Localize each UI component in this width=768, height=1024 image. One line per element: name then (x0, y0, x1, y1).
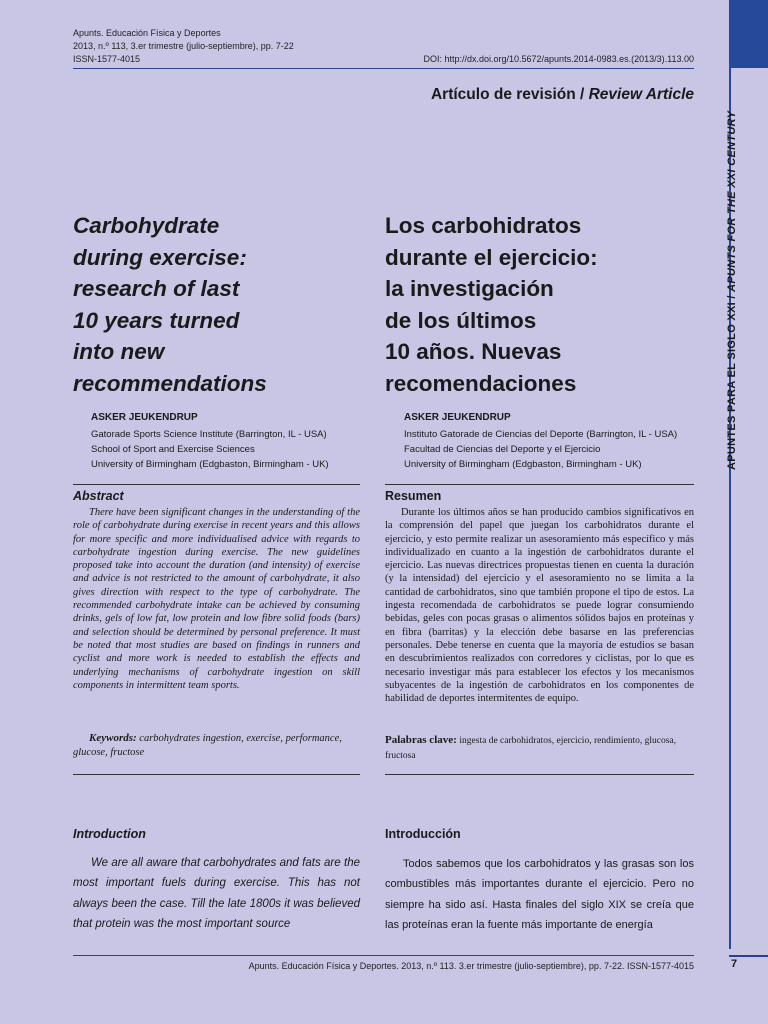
affiliation-line: University of Birmingham (Edgbaston, Birmingham - UK) (404, 459, 642, 470)
side-label-es: APUNTES PARA EL SIGLO XXI / (726, 291, 738, 470)
affiliation-line: Instituto Gatorade de Ciencias del Deporte (Barrington, IL - USA) (404, 429, 678, 440)
abstract-top-rule (73, 484, 360, 485)
article-type (388, 86, 694, 104)
affiliation-line: University of Birmingham (Edgbaston, Birmingham - UK) (91, 459, 329, 470)
intro-heading-en: Introduction (73, 827, 146, 841)
side-section-label (726, 70, 738, 470)
issn: ISSN-1577-4015 (73, 54, 141, 64)
resumen-heading: Resumen (385, 489, 442, 503)
title-english: Carbohydrate during exercise: research of last 10 years turned into new recommendations (73, 213, 267, 396)
corner-tab (729, 0, 768, 68)
abstract-text: There have been significant changes in the understanding of the role of carbohydrate during exercise in recent years and this allows for more specific and more individualised advice with regards to carbohydrate ingestion during exercise. The new guidelines proposed take into account the duration (and intensity) of exercise and advice is not restricted to the amount of carbohydrate, it also gives direction with respect to the type of carbohydrate. The recommended carbohydrate intake can be achieved by consuming drinks, gels of low fat, low protein and low fibre solid foods (bars) and selection should be determined by personal preference. It must be noted that most studies are based on findings in runners and cyclist and more work is needed to establish the effects and underlying mechanisms of carbohydrate ingestion on skill components in intermittent team sports. (73, 507, 360, 691)
affiliations-es (404, 427, 677, 472)
keywords-en (73, 732, 360, 759)
keywords-list: carbohydrates ingestion, exercise, performance, glucose, fructose (73, 733, 342, 758)
footer-rule (73, 955, 694, 956)
intro-text-es: Todos sabemos que los carbohidratos y las grasas son los combustibles más importantes durante el ejercicio. Pero no siempre ha sido así. Hasta finales del siglo XIX se creía que las proteínas eran la fuente más importante de energía (385, 858, 694, 931)
intro-heading-es: Introducción (385, 827, 461, 841)
side-label-en: APUNTS FOR THE XXI CENTURY (726, 110, 738, 292)
article-type-en: Review Article (588, 86, 694, 103)
affiliation-line: School of Sport and Exercise Sciences (91, 444, 255, 455)
resumen-top-rule (385, 484, 694, 485)
keywords-label: Keywords: (89, 732, 137, 744)
abstract-heading: Abstract (73, 489, 124, 503)
affiliation-line: Facultad de Ciencias del Deporte y el Ejercicio (404, 444, 601, 455)
page-number: 7 (731, 958, 738, 970)
abstract-bottom-rule (73, 774, 360, 775)
affiliation-line: Gatorade Sports Science Institute (Barrington, IL - USA) (91, 429, 327, 440)
intro-text-en: We are all aware that carbohydrates and fats are the most important fuels during exercise. This has not always been the case. Till the late 1800s it was believed that protein was the most important source (73, 857, 360, 930)
affiliations-en (91, 427, 329, 472)
keywords-es (385, 734, 694, 763)
resumen-text: Durante los últimos años se han producido cambios significativos en la comprensión del papel que juegan los carbohidratos durante el ejercicio, y esto permite realizar un asesoramiento más específico y más individualizado en cuanto a la ingestión de carbohidratos durante el ejercicio. Las nuevas directrices propuestas tienen en cuenta la duración (y la intensidad) del ejercicio y el asesoramiento no se limita a la cantidad de carbohidratos, sino que también propone el tipo de estos. La ingesta recomendada de carbohidratos se puede lograr consumiendo bebidas, geles con pocas grasas o alimentos sólidos bajos en proteínas y en fibra (barritas) y la elección debe basarse en las preferencias personales. Debe tenerse en cuenta que la mayoría de estudios se basan en descubrimientos realizados con corredores y ciclistas, por lo que es necesario investigar más para establecer los efectos y los mecanismos subyacentes de la ingestión de carbohidratos en los componentes de habilidad de deportes intermitentes de equipo. (385, 507, 694, 705)
title-spanish: Los carbohidratos durante el ejercicio: la investigación de los últimos 10 años. Nuevas recomendaciones (385, 213, 598, 396)
author-en: ASKER JEUKENDRUP (91, 412, 198, 423)
resumen-bottom-rule (385, 774, 694, 775)
footer-citation: Apunts. Educación Física y Deportes. 2013, n.º 113. 3.er trimestre (julio-septiembre), pp. 7-22. ISSN-1577-4015 (248, 961, 694, 971)
keywords-list: ingesta de carbohidratos, ejercicio, rendimiento, glucosa, fructosa (385, 736, 676, 761)
header-rule (73, 68, 694, 69)
footer-page-rule (729, 955, 768, 957)
journal-name: Apunts. Educación Física y Deportes (73, 28, 221, 38)
author-es: ASKER JEUKENDRUP (404, 412, 511, 423)
issue-info: 2013, n.º 113, 3.er trimestre (julio-septiembre), pp. 7-22 (73, 41, 294, 51)
doi[interactable]: DOI: http://dx.doi.org/10.5672/apunts.2014-0983.es.(2013/3).113.00 (423, 54, 694, 64)
article-type-es: Artículo de revisión / (430, 86, 589, 103)
keywords-label: Palabras clave: (385, 734, 457, 746)
